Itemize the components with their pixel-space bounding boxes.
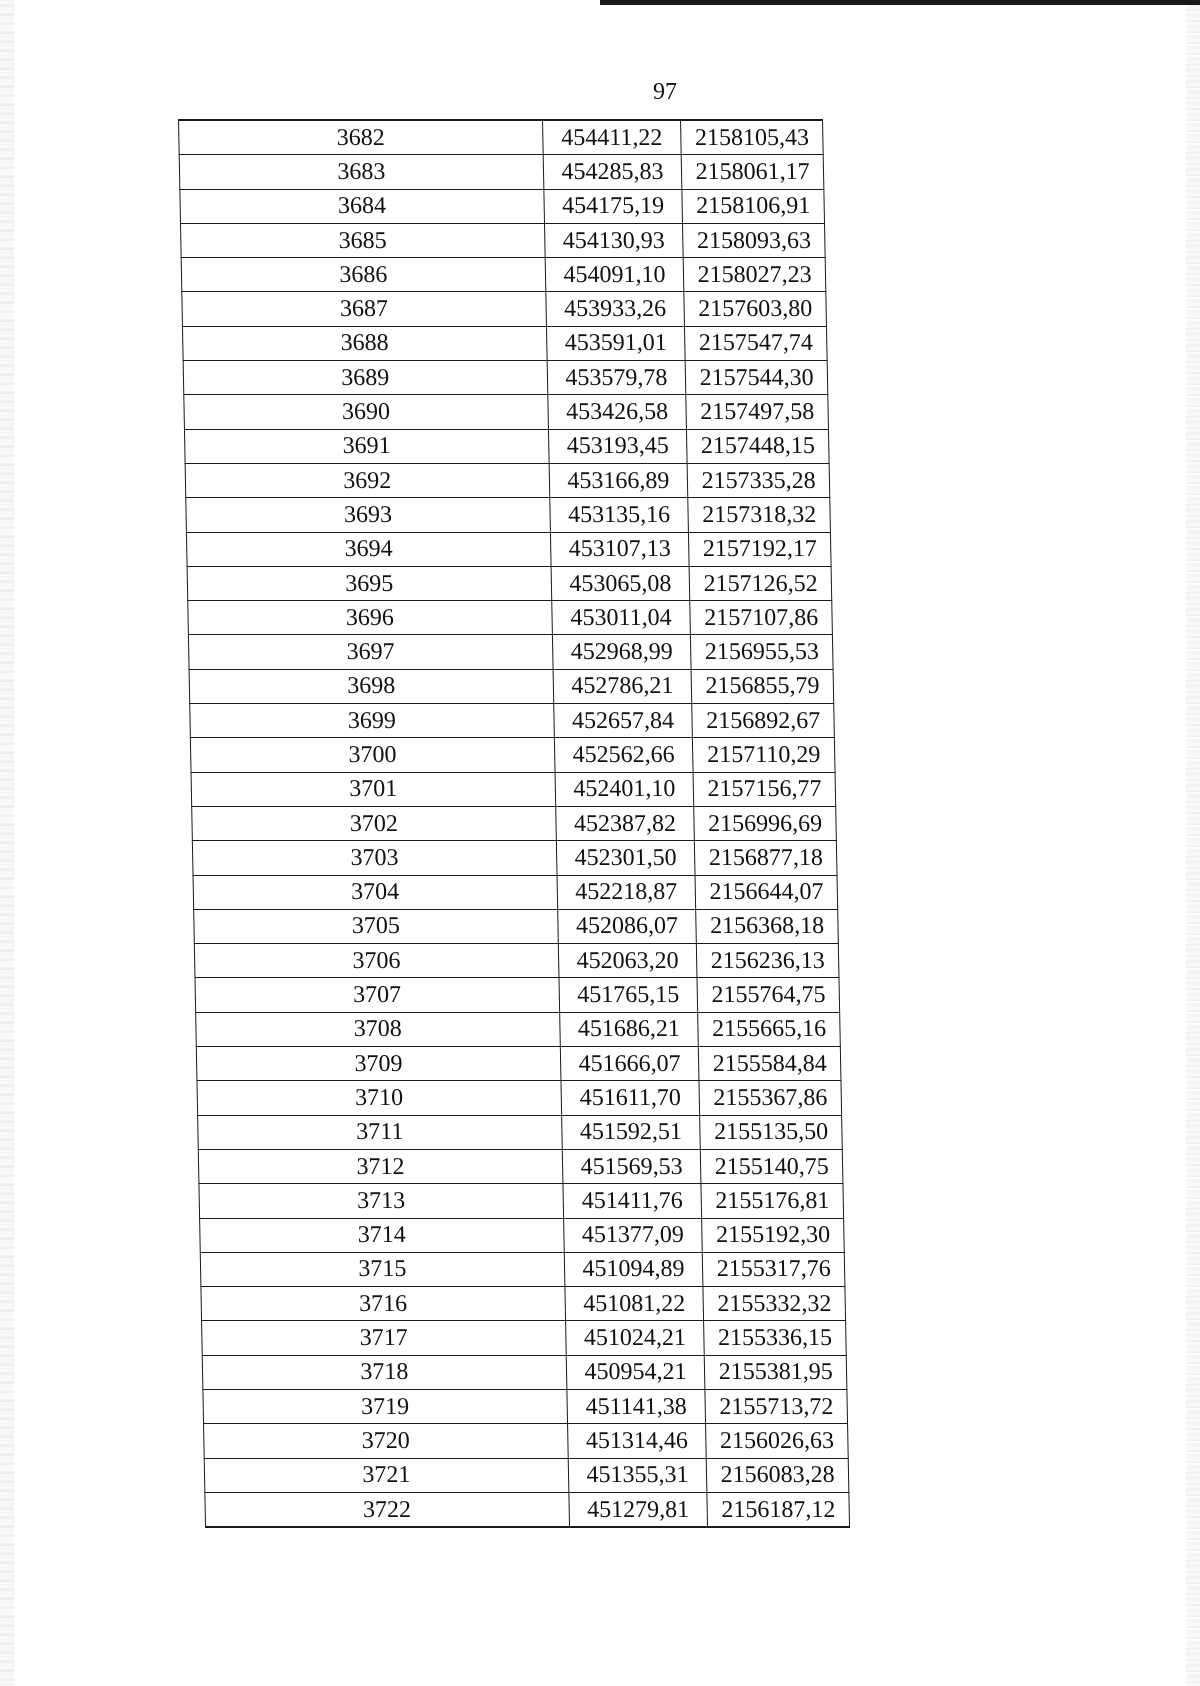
point-number-cell: 3684 [180,189,544,223]
x-coordinate-cell: 453193,45 [548,429,687,463]
x-coordinate-cell: 453591,01 [546,326,685,360]
x-coordinate-cell: 451666,07 [560,1047,699,1081]
x-coordinate-cell: 451355,31 [568,1458,707,1492]
x-coordinate-cell: 452063,20 [558,944,697,978]
point-number-cell: 3717 [202,1321,566,1355]
y-coordinate-cell: 2157335,28 [687,463,829,497]
y-coordinate-cell: 2156877,18 [695,841,837,875]
point-number-cell: 3685 [181,223,545,257]
y-coordinate-cell: 2155584,84 [699,1047,841,1081]
table-row [190,704,835,738]
table-row [202,1355,847,1389]
table-row [194,944,839,978]
table-row [204,1458,849,1492]
y-coordinate-cell: 2155176,81 [701,1184,843,1218]
y-coordinate-cell: 2158093,63 [683,223,825,257]
y-coordinate-cell: 2155192,30 [702,1218,844,1252]
table-row [179,120,824,155]
point-number-cell: 3691 [184,429,548,463]
x-coordinate-cell: 453065,08 [551,566,690,600]
x-coordinate-cell: 451279,81 [569,1492,708,1527]
table-row [188,601,833,635]
table-row [190,738,835,772]
y-coordinate-cell: 2157110,29 [693,738,835,772]
y-coordinate-cell: 2157156,77 [693,772,835,806]
y-coordinate-cell: 2157107,86 [690,601,832,635]
point-number-cell: 3705 [194,909,558,943]
point-number-cell: 3710 [197,1081,561,1115]
y-coordinate-cell: 2157603,80 [684,292,826,326]
x-coordinate-cell: 452218,87 [557,875,696,909]
x-coordinate-cell: 454285,83 [543,155,682,189]
x-coordinate-cell: 451024,21 [565,1321,704,1355]
y-coordinate-cell: 2155135,50 [700,1115,842,1149]
point-number-cell: 3698 [189,669,553,703]
table-row [184,395,829,429]
x-coordinate-cell: 452086,07 [557,909,696,943]
table-row [196,1012,841,1046]
x-coordinate-cell: 453579,78 [547,361,686,395]
table-row [201,1287,846,1321]
y-coordinate-cell: 2156996,69 [694,806,836,840]
point-number-cell: 3720 [204,1424,568,1458]
y-coordinate-cell: 2156187,12 [707,1492,849,1527]
x-coordinate-cell: 451411,76 [563,1184,702,1218]
point-number-cell: 3700 [190,738,554,772]
table-row [198,1149,843,1183]
point-number-cell: 3697 [188,635,552,669]
page-number: 97 [653,79,677,105]
scan-edge-left [0,0,14,1686]
table-row [186,498,831,532]
y-coordinate-cell: 2156026,63 [706,1424,848,1458]
table-row [185,463,830,497]
point-number-cell: 3719 [203,1389,567,1423]
point-number-cell: 3718 [202,1355,566,1389]
point-number-cell: 3690 [184,395,548,429]
point-number-cell: 3713 [199,1184,563,1218]
point-number-cell: 3722 [205,1492,569,1527]
table-row [187,566,832,600]
x-coordinate-cell: 452387,82 [555,806,694,840]
point-number-cell: 3714 [200,1218,564,1252]
y-coordinate-cell: 2157126,52 [689,566,831,600]
point-number-cell: 3708 [196,1012,560,1046]
x-coordinate-cell: 452401,10 [555,772,694,806]
x-coordinate-cell: 453135,16 [549,498,688,532]
y-coordinate-cell: 2155665,16 [698,1012,840,1046]
table-row [183,361,828,395]
point-number-cell: 3706 [194,944,558,978]
table-row [180,189,825,223]
table-row [195,978,840,1012]
y-coordinate-cell: 2157318,32 [688,498,830,532]
y-coordinate-cell: 2156083,28 [706,1458,848,1492]
point-number-cell: 3699 [190,704,554,738]
coordinate-table-body [179,120,850,1527]
x-coordinate-cell: 453426,58 [547,395,686,429]
top-rule [600,0,1200,5]
y-coordinate-cell: 2156855,79 [691,669,833,703]
table-row [192,806,837,840]
y-coordinate-cell: 2155140,75 [701,1149,843,1183]
y-coordinate-cell: 2155367,86 [699,1081,841,1115]
point-number-cell: 3715 [200,1252,564,1286]
x-coordinate-cell: 453011,04 [551,601,690,635]
point-number-cell: 3707 [195,978,559,1012]
x-coordinate-cell: 451081,22 [565,1287,704,1321]
scan-edge-right [1186,0,1200,1686]
point-number-cell: 3716 [201,1287,565,1321]
x-coordinate-cell: 453107,13 [550,532,689,566]
table-row [194,909,839,943]
table-row [191,772,836,806]
point-number-cell: 3709 [196,1047,560,1081]
y-coordinate-cell: 2155381,95 [705,1355,847,1389]
table-row [181,223,826,257]
table-row [200,1252,845,1286]
table-row [204,1424,849,1458]
y-coordinate-cell: 2156892,67 [692,704,834,738]
x-coordinate-cell: 454091,10 [545,258,684,292]
y-coordinate-cell: 2156955,53 [691,635,833,669]
table-row [205,1492,850,1527]
table-row [197,1081,842,1115]
point-number-cell: 3693 [186,498,550,532]
table-row [184,429,829,463]
point-number-cell: 3692 [185,463,549,497]
y-coordinate-cell: 2157448,15 [687,429,829,463]
table-row [192,841,837,875]
y-coordinate-cell: 2155332,32 [703,1287,845,1321]
table-row [193,875,838,909]
point-number-cell: 3687 [182,292,546,326]
y-coordinate-cell: 2157497,58 [686,395,828,429]
x-coordinate-cell: 453166,89 [549,463,688,497]
y-coordinate-cell: 2155713,72 [705,1389,847,1423]
x-coordinate-cell: 454411,22 [542,120,681,155]
x-coordinate-cell: 453933,26 [545,292,684,326]
y-coordinate-cell: 2158061,17 [681,155,823,189]
table-row [189,669,834,703]
coordinate-table [178,119,850,1528]
x-coordinate-cell: 454130,93 [544,223,683,257]
y-coordinate-cell: 2156368,18 [696,909,838,943]
table-row [198,1115,843,1149]
y-coordinate-cell: 2157544,30 [685,361,827,395]
x-coordinate-cell: 452562,66 [554,738,693,772]
point-number-cell: 3688 [182,326,546,360]
table-row [199,1184,844,1218]
x-coordinate-cell: 451765,15 [559,978,698,1012]
table-row [200,1218,845,1252]
table-row [196,1047,841,1081]
x-coordinate-cell: 451569,53 [562,1149,701,1183]
point-number-cell: 3686 [181,258,545,292]
x-coordinate-cell: 450954,21 [566,1355,705,1389]
point-number-cell: 3683 [179,155,543,189]
x-coordinate-cell: 451592,51 [561,1115,700,1149]
table-row [203,1389,848,1423]
x-coordinate-cell: 451611,70 [561,1081,700,1115]
point-number-cell: 3694 [186,532,550,566]
table-row [181,258,826,292]
x-coordinate-cell: 451314,46 [567,1424,706,1458]
x-coordinate-cell: 451686,21 [559,1012,698,1046]
point-number-cell: 3712 [198,1149,562,1183]
table-row [186,532,831,566]
table-row [182,326,827,360]
y-coordinate-cell: 2155336,15 [704,1321,846,1355]
y-coordinate-cell: 2155764,75 [697,978,839,1012]
point-number-cell: 3701 [191,772,555,806]
y-coordinate-cell: 2157547,74 [685,326,827,360]
x-coordinate-cell: 451094,89 [564,1252,703,1286]
point-number-cell: 3695 [187,566,551,600]
y-coordinate-cell: 2156644,07 [695,875,837,909]
x-coordinate-cell: 452301,50 [556,841,695,875]
table-row [182,292,827,326]
x-coordinate-cell: 451377,09 [563,1218,702,1252]
x-coordinate-cell: 452657,84 [553,704,692,738]
y-coordinate-cell: 2158106,91 [682,189,824,223]
y-coordinate-cell: 2157192,17 [689,532,831,566]
y-coordinate-cell: 2158105,43 [681,120,823,155]
y-coordinate-cell: 2158027,23 [683,258,825,292]
x-coordinate-cell: 451141,38 [567,1389,706,1423]
point-number-cell: 3711 [198,1115,562,1149]
point-number-cell: 3704 [193,875,557,909]
point-number-cell: 3721 [204,1458,568,1492]
y-coordinate-cell: 2155317,76 [703,1252,845,1286]
table-row [202,1321,847,1355]
point-number-cell: 3682 [179,120,543,155]
y-coordinate-cell: 2156236,13 [697,944,839,978]
point-number-cell: 3696 [188,601,552,635]
x-coordinate-cell: 452786,21 [553,669,692,703]
x-coordinate-cell: 454175,19 [544,189,683,223]
point-number-cell: 3703 [192,841,556,875]
point-number-cell: 3702 [192,806,556,840]
point-number-cell: 3689 [183,361,547,395]
x-coordinate-cell: 452968,99 [552,635,691,669]
table-row [179,155,824,189]
table-row [188,635,833,669]
